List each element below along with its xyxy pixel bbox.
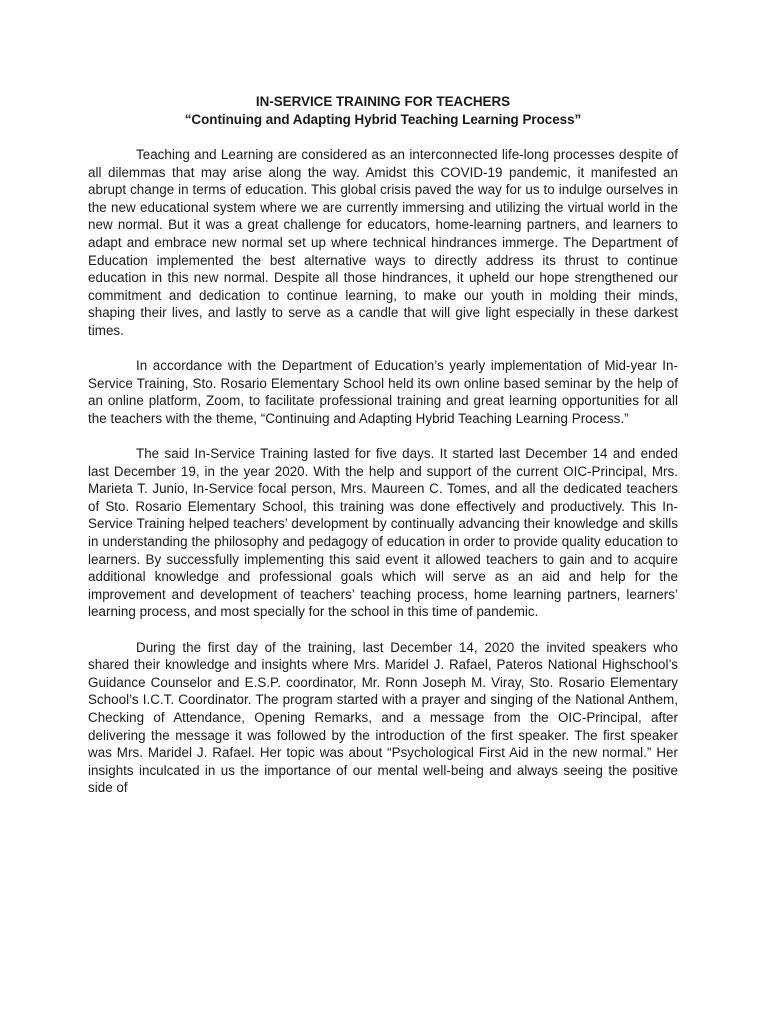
- document-subtitle: “Continuing and Adapting Hybrid Teaching Learning Process”: [184, 112, 582, 127]
- paragraph-introduction: Teaching and Learning are considered as an interconnected life-long processes despite of all dilemmas that may arise along the way. Amidst this COVID-19 pandemic, it manifested an abrupt change in terms of education. This global crisis paved the way for us to indulge ourselves in the new educational system where we are currently immersing and utilizing the virtual world in the new normal. But it was a great challenge for educators, home-learning partners, and learners to adapt and embrace new normal set up where technical hindrances immerge. The Department of Education implemented the best alternative ways to directly address its thrust to continue education in this new normal. Despite all those hindrances, it upheld our hope strengthened our commitment and dedication to continue learning, to make our youth in molding their minds, shaping their lives, and lastly to serve as a candle that will give light especially in these darkest times.: [88, 147, 678, 338]
- paragraph-first-day: During the first day of the training, last December 14, 2020 the invited speakers who shared their knowledge and insights where Mrs. Maridel J. Rafael, Pateros National Highschool’s Guidance Counselor and E.S.P. coordinator, Mr. Ronn Joseph M. Viray, Sto. Rosario Elementary School’s I.C.T. Coordinator. The program started with a prayer and singing of the National Anthem, Checking of Attendance, Opening Remarks, and a message from the OIC-Principal, after delivering the message it was followed by the introduction of the first speaker. The first speaker was Mrs. Maridel J. Rafael. Her topic was about “Psychological First Aid in the new normal.” Her insights inculcated in us the importance of our mental well-being and always seeing the positive side of: [88, 639, 678, 796]
- paragraph-implementation: In accordance with the Department of Education’s yearly implementation of Mid-year In-Service Training, Sto. Rosario Elementary School held its own online based seminar by the help of an online platform, Zoom, to facilitate professional training and great learning opportunities for all the teachers with the theme, “Continuing and Adapting Hybrid Teaching Learning Process.”: [88, 358, 678, 426]
- paragraph-duration: The said In-Service Training lasted for five days. It started last December 14 and ended last December 19, in the year 2020. With the help and support of the current OIC-Principal, Mrs. Marieta T. Junio, In-Service focal person, Mrs. Maureen C. Tomes, and all the dedicated teachers of Sto. Rosario Elementary School, this training was done effectively and productively. This In-Service Training helped teachers’ development by continually advancing their knowledge and skills in understanding the philosophy and pedagogy of education in order to provide quality education to learners. By successfully implementing this said event it allowed teachers to gain and to acquire additional knowledge and professional goals which will serve as an aid and help for the improvement and development of teachers’ teaching process, home learning partners, learners’ learning process, and most specially for the school in this time of pandemic.: [88, 446, 678, 620]
- document-page: [88, 93, 678, 815]
- document-title: IN-SERVICE TRAINING FOR TEACHERS: [255, 94, 511, 109]
